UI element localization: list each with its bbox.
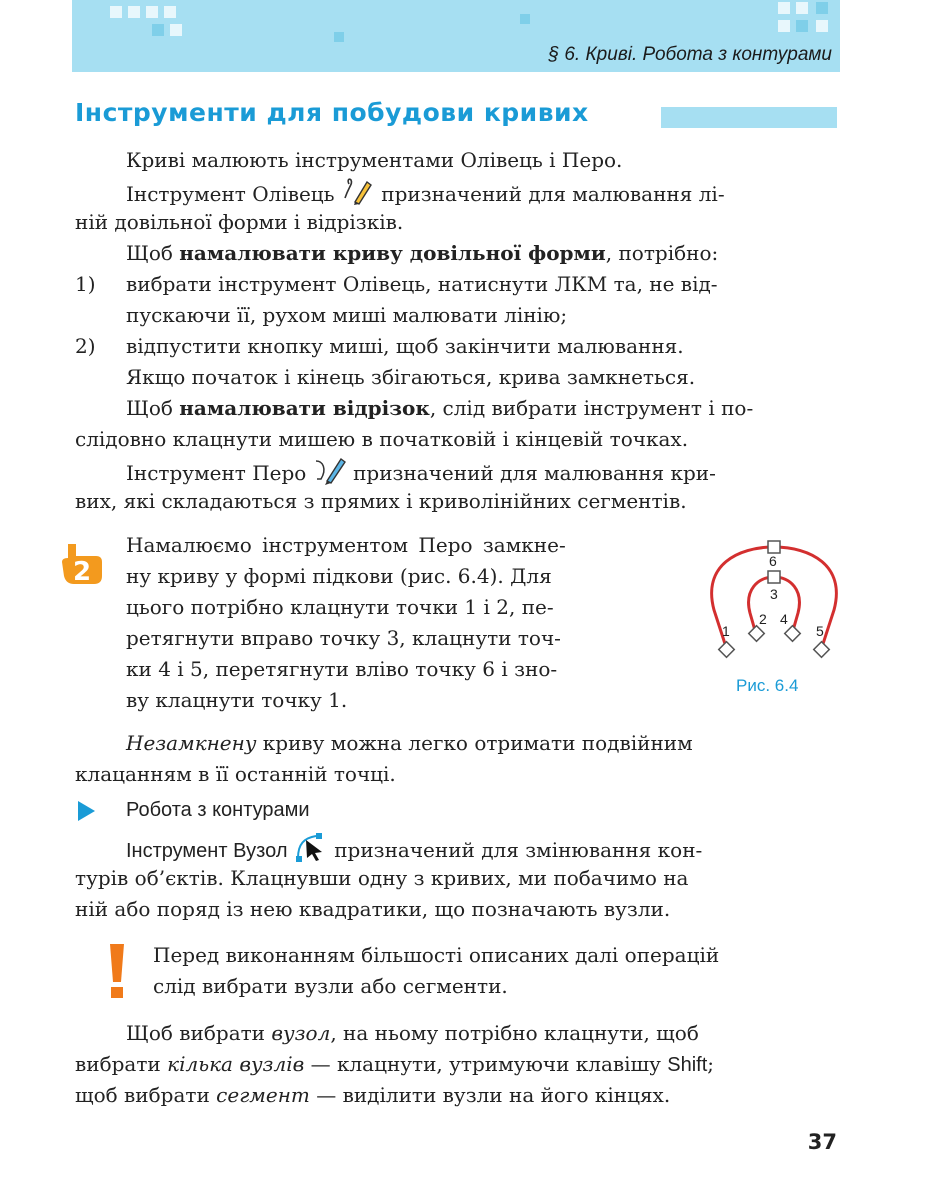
- italic-term: Незамкнену: [126, 731, 257, 755]
- text-run: Інструмент Перо: [126, 461, 307, 485]
- header-decor: [334, 32, 344, 42]
- horseshoe-figure: [700, 535, 850, 669]
- header-decor: [164, 6, 176, 18]
- italic-term: вузол: [271, 1021, 331, 1045]
- list-number: 2): [75, 334, 96, 358]
- node-4: [785, 626, 801, 642]
- node-2: [749, 626, 765, 642]
- text-run: призначений для змінювання кон-: [334, 838, 703, 862]
- section-reference: § 6. Криві. Робота з контурами: [548, 44, 832, 65]
- hand-number-2-icon: [58, 540, 106, 588]
- node-1: [719, 642, 735, 658]
- node-label: 3: [770, 586, 778, 602]
- title-decor-bar: [661, 107, 837, 128]
- text-run: щоб вибрати: [75, 1083, 210, 1107]
- italic-term: кілька вузлів: [167, 1052, 305, 1076]
- key-name: Shift: [667, 1054, 708, 1076]
- node-label: 6: [769, 553, 777, 569]
- list-item-line: відпустити кнопку миші, щоб закінчити малювання.: [126, 334, 684, 358]
- text-run: , на ньому потрібно клацнути, щоб: [330, 1021, 699, 1045]
- header-decor: [170, 24, 182, 36]
- paragraph-line: [126, 1018, 699, 1049]
- exclamation-icon: [106, 944, 128, 1004]
- page-number: 37: [807, 1130, 837, 1154]
- header-decor: [152, 24, 164, 36]
- paragraph-line: Якщо початок і кінець збігаються, крива замкнеться.: [126, 365, 696, 389]
- play-arrow-icon: [78, 801, 95, 821]
- paragraph-line: турів об’єктів. Клацнувши одну з кривих, ми побачимо на: [75, 866, 689, 890]
- example-line: Намалюємо інструментом Перо замкне-: [126, 533, 566, 557]
- header-decor: [778, 2, 790, 14]
- header-decor: [128, 6, 140, 18]
- bold-term: намалювати відрізок: [179, 396, 430, 420]
- example-line: ретягнути вправо точку 3, клацнути точ-: [126, 626, 561, 650]
- header-decor: [796, 2, 808, 14]
- text-run: — виділити вузли на його кінцях.: [316, 1083, 671, 1107]
- text-run: Щоб: [126, 241, 173, 265]
- note-line: Перед виконанням більшості описаних далі операцій: [153, 943, 720, 967]
- example-line: ки 4 і 5, перетягнути вліво точку 6 і зно-: [126, 657, 558, 681]
- node-label: 5: [816, 623, 824, 639]
- text-run: призначений для малювання кри-: [353, 461, 716, 485]
- text-run: вибрати: [75, 1052, 161, 1076]
- node-6: [768, 541, 780, 553]
- paragraph-line: [75, 1080, 670, 1111]
- subheading: Робота з контурами: [126, 799, 310, 821]
- node-label: 1: [722, 623, 730, 639]
- page-header: [72, 0, 840, 72]
- example-line: цього потрібно клацнути точки 1 і 2, пе-: [126, 595, 554, 619]
- text-run: Інструмент Вузол: [126, 840, 288, 862]
- text-run: , потрібно:: [605, 241, 719, 265]
- example-badge: [58, 540, 106, 592]
- node-label: 2: [759, 611, 767, 627]
- header-decor: [778, 20, 790, 32]
- paragraph-line: Криві малюють інструментами Олівець і Перо.: [126, 148, 623, 172]
- note-line: слід вибрати вузли або сегменти.: [153, 974, 508, 998]
- italic-term: сегмент: [216, 1083, 310, 1107]
- header-decor: [816, 20, 828, 32]
- paragraph-line: ній довільної форми і відрізків.: [75, 210, 404, 234]
- paragraph-line: вих, які складаються з прямих і криволінійних сегментів.: [75, 489, 687, 513]
- text-run: — клацнути, утримуючи клавішу: [310, 1052, 661, 1076]
- node-5: [814, 642, 830, 658]
- section-title: Інструменти для побудови кривих: [75, 98, 589, 127]
- header-decor: [146, 6, 158, 18]
- list-item-line: пускаючи її, рухом миші малювати лінію;: [126, 303, 568, 327]
- header-decor: [816, 2, 828, 14]
- paragraph-line: клацанням в її останній точці.: [75, 762, 396, 786]
- paragraph-line: [75, 1049, 714, 1081]
- header-decor: [110, 6, 122, 18]
- list-item-line: вибрати інструмент Олівець, натиснути ЛКМ та, не від-: [126, 272, 718, 296]
- text-run: Щоб: [126, 396, 173, 420]
- paragraph-line: [126, 238, 718, 269]
- badge-number: 2: [72, 557, 92, 587]
- text-run: , слід вибрати інструмент і по-: [429, 396, 754, 420]
- paragraph-line: ній або поряд із нею квадратики, що позначають вузли.: [75, 897, 671, 921]
- header-decor: [796, 20, 808, 32]
- example-line: ну криву у формі підкови (рис. 6.4). Для: [126, 564, 552, 588]
- paragraph-line: [126, 728, 693, 759]
- figure-caption: Рис. 6.4: [736, 676, 799, 695]
- text-run: криву можна легко отримати подвійним: [262, 731, 693, 755]
- list-number: 1): [75, 272, 96, 296]
- paragraph-line: [126, 393, 753, 424]
- text-run: призначений для малювання лі-: [381, 182, 725, 206]
- example-line: ву клацнути точку 1.: [126, 688, 348, 712]
- header-decor: [520, 14, 530, 24]
- text-run: Інструмент Олівець: [126, 182, 335, 206]
- node-label: 4: [780, 611, 788, 627]
- node-3: [768, 571, 780, 583]
- text-run: ;: [707, 1052, 715, 1076]
- bold-term: намалювати криву довільної форми: [179, 241, 606, 265]
- paragraph-line: слідовно клацнути мишею в початковій і кінцевій точках.: [75, 427, 689, 451]
- text-run: Щоб вибрати: [126, 1021, 266, 1045]
